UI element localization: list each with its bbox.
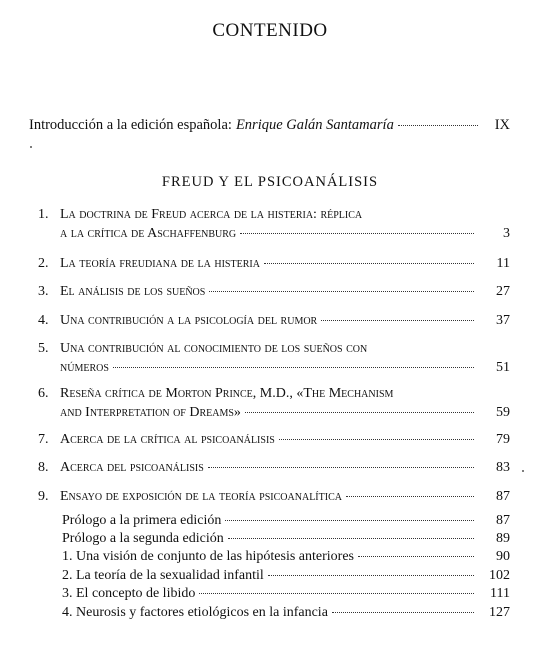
entry-page-number: 11 [496, 256, 510, 271]
dot-leader [240, 233, 474, 234]
subentry-title: Prólogo a la primera edición [62, 513, 222, 528]
entry-title-text: a la crítica de Aschaffenburg [60, 226, 237, 241]
subentry-page-number: 111 [490, 586, 510, 601]
dot-leader [225, 520, 474, 521]
entry-title-line [60, 256, 510, 272]
subentry-page-number: 87 [496, 513, 510, 528]
page-title: CONTENIDO [212, 20, 328, 41]
entry-title-text: La teoría freudiana de la histeria [60, 256, 260, 271]
subentry-title: Prólogo a la segunda edición [62, 531, 224, 546]
toc-subentry [62, 549, 510, 565]
subentry-title: 4. Neurosis y factores etiológicos en la infancia [62, 605, 328, 620]
entry-title-text: Una contribución a la psicología del rumor [60, 313, 318, 328]
dot-leader [113, 367, 474, 368]
subentry-title: 2. La teoría de la sexualidad infantil [62, 568, 264, 583]
toc-subentry [62, 605, 510, 621]
dot-leader [208, 467, 474, 468]
subentry-page-number: 89 [496, 531, 510, 546]
entry-number: 4. [38, 313, 49, 328]
entry-title-text: and Interpretation of Dreams» [60, 405, 241, 420]
entry-title-text: Acerca de la crítica al psicoanálisis [60, 432, 275, 447]
intro-entry [29, 117, 510, 134]
subentry-page-number: 127 [489, 605, 510, 620]
entry-number: 5. [38, 341, 49, 356]
entry-page-number: 87 [496, 489, 510, 504]
entry-title-text: Acerca del psicoanálisis [60, 460, 204, 475]
intro-author: Enrique Galán Santamaría [235, 117, 394, 133]
entry-number: 6. [38, 386, 49, 401]
entry-number: 2. [38, 256, 49, 271]
entry-title-line: Reseña crítica de Morton Prince, M.D., «The Mechanism [60, 386, 394, 401]
dot-leader [264, 263, 474, 264]
toc-subentry [62, 513, 510, 529]
subentry-title: 3. El concepto de libido [62, 586, 196, 601]
entry-title-line [60, 313, 510, 329]
page-speck [30, 146, 32, 148]
entry-number: 7. [38, 432, 49, 447]
entry-page-number: 51 [496, 360, 510, 375]
subentry-page-number: 90 [496, 549, 510, 564]
dot-leader [199, 593, 474, 594]
dot-leader [398, 125, 478, 126]
section-heading: FREUD Y EL PSICOANÁLISIS [161, 174, 379, 190]
entry-title-text: El análisis de los sueños [60, 284, 206, 299]
entry-title-line [60, 489, 510, 505]
entry-page-number: 37 [496, 313, 510, 328]
entry-number: 1. [38, 207, 49, 222]
entry-title-line [60, 360, 510, 376]
subentry-page-number: 102 [489, 568, 510, 583]
dot-leader [332, 612, 474, 613]
toc-subentry [62, 531, 510, 547]
intro-page: IX [494, 117, 510, 133]
entry-page-number: 3 [503, 226, 510, 241]
intro-label: Introducción a la edición española: [29, 117, 232, 133]
dot-leader [321, 320, 474, 321]
entry-title-line: La doctrina de Freud acerca de la histeria: réplica [60, 207, 363, 222]
entry-title-line [60, 284, 510, 300]
entry-page-number: 59 [496, 405, 510, 420]
entry-title-line [60, 460, 510, 476]
dot-leader [279, 439, 474, 440]
toc-subentry [62, 586, 510, 602]
entry-number: 9. [38, 489, 49, 504]
entry-page-number: 83 [496, 460, 510, 475]
dot-leader [358, 556, 474, 557]
entry-page-number: 27 [496, 284, 510, 299]
entry-number: 8. [38, 460, 49, 475]
page-speck [522, 470, 524, 472]
subentry-title: 1. Una visión de conjunto de las hipótesis anteriores [62, 549, 354, 564]
dot-leader [245, 412, 474, 413]
entry-title-line [60, 405, 510, 421]
dot-leader [268, 575, 474, 576]
entry-title-text: Ensayo de exposición de la teoría psicoanalítica [60, 489, 342, 504]
entry-title-line [60, 226, 510, 242]
dot-leader [346, 496, 474, 497]
entry-title-line [60, 432, 510, 448]
entry-number: 3. [38, 284, 49, 299]
dot-leader [209, 291, 474, 292]
entry-title-text: números [60, 360, 109, 375]
entry-page-number: 79 [496, 432, 510, 447]
dot-leader [228, 538, 474, 539]
entry-title-line: Una contribución al conocimiento de los sueños con [60, 341, 368, 356]
toc-subentry [62, 568, 510, 584]
